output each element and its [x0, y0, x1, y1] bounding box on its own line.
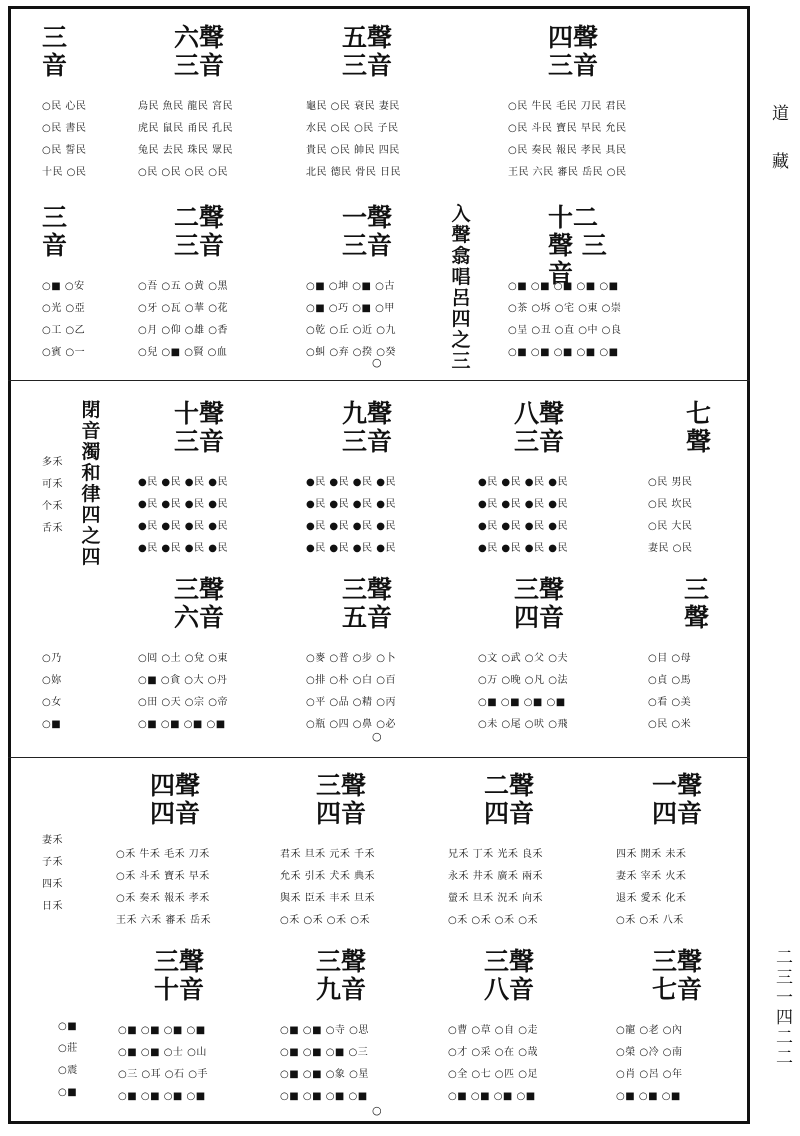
block-header: 九聲 三音 [342, 399, 393, 456]
table-row: ○瓶 ○四 ○鼻 ○必 [306, 719, 396, 730]
table-row: 十民 ○民 [42, 167, 87, 178]
table-row: ○■ ○■ ○■ ○■ [448, 1091, 536, 1102]
panel-divider-1 [8, 380, 750, 381]
table-row: ○全 ○七 ○匹 ○足 [448, 1069, 538, 1080]
table-row: ○曹 ○草 ○自 ○走 [448, 1025, 538, 1036]
block-p1-2 [138, 20, 278, 190]
table-row: ○震 [58, 1065, 78, 1076]
table-row: ○民 奏民 報民 孝民 具民 [508, 145, 627, 156]
block-rows [42, 830, 82, 918]
table-row: 允禾 引禾 犬禾 典禾 [280, 871, 376, 882]
table-row: ○目 ○母 [648, 653, 692, 664]
table-row: 龜民 ○民 衰民 妻民 [306, 101, 400, 112]
table-row: ○文 ○武 ○父 ○夫 [478, 653, 568, 664]
table-row: 王禾 六禾 審禾 岳禾 [116, 915, 212, 926]
block-p2-2 [138, 200, 278, 370]
block-p1-1 [42, 20, 106, 190]
table-row: ○■ ○■ ○■ [616, 1091, 681, 1102]
block-rows [280, 1020, 430, 1108]
block-rows [508, 96, 714, 184]
block-rows [508, 276, 714, 364]
table-row: ○■ ○■ ○■ ○三 [280, 1047, 369, 1058]
block-p6-4 [616, 944, 736, 1114]
table-row: ○茶 ○坼 ○宅 ○東 ○崇 [508, 303, 622, 314]
block-rows [42, 96, 106, 184]
block-rows [306, 648, 446, 736]
table-row: ○月 ○仰 ○雄 ○香 [138, 325, 228, 336]
table-row: ●民 ●民 ●民 ●民 [138, 543, 228, 554]
block-header: 三聲 五音 [342, 575, 393, 632]
table-row: ○排 ○朴 ○白 ○百 [306, 675, 396, 686]
table-row: ○妳 [42, 675, 62, 686]
table-row: ○光 ○亞 [42, 303, 86, 314]
table-row: ●民 ●民 ●民 ●民 [478, 499, 568, 510]
table-row: 妻民 ○民 [648, 543, 693, 554]
block-rows [58, 1016, 98, 1104]
block-rows [42, 648, 106, 736]
table-row: ○虯 ○弃 ○揆 ○癸 [306, 347, 396, 358]
block-rows [478, 648, 618, 736]
panel-divider-2 [8, 757, 750, 758]
block-header: 一聲 三音 [342, 203, 393, 260]
table-row: ○看 ○美 [648, 697, 692, 708]
table-row: ○麥 ○普 ○步 ○卜 [306, 653, 396, 664]
table-row: ○■ ○■ ○象 ○星 [280, 1069, 369, 1080]
table-row: ○■ [58, 1087, 78, 1098]
block-header: 四聲 四音 [150, 771, 201, 828]
block-p3-2 [306, 396, 446, 566]
block-p1-4 [508, 20, 714, 190]
block-header: 七聲 [686, 399, 712, 456]
table-row: ○兒 ○■ ○賢 ○血 [138, 347, 228, 358]
table-row: 烏民 魚民 龍民 宮民 [138, 101, 234, 112]
table-row: ●民 ●民 ●民 ●民 [138, 521, 228, 532]
table-row: 四禾 [42, 879, 63, 890]
block-header: 三聲 八音 [484, 947, 535, 1004]
table-row: ○民 誓民 [42, 145, 87, 156]
block-header: 二聲 三音 [174, 203, 225, 260]
table-row: 兄禾 丁禾 光禾 良禾 [448, 849, 544, 860]
table-row: 北民 德民 骨民 日民 [306, 167, 402, 178]
table-row: 兔民 去民 珠民 眾民 [138, 145, 234, 156]
block-header: 二聲 四音 [484, 771, 535, 828]
table-row: ○禾 ○禾 ○禾 ○禾 [448, 915, 538, 926]
table-row: ○■ ○■ ○■ ○■ ○■ [508, 281, 619, 292]
table-row: ○民 男民 [648, 477, 693, 488]
table-row: ○■ ○■ ○■ ○■ [138, 719, 226, 730]
block-p3-4 [648, 396, 728, 566]
table-row: ○禾 斗禾 寶禾 早禾 [116, 871, 210, 882]
table-row: ○民 坎民 [648, 499, 693, 510]
block-header: 三聲 九音 [316, 947, 367, 1004]
table-row: ○未 ○尾 ○吠 ○飛 [478, 719, 568, 730]
block-rows [306, 96, 446, 184]
block-p4-2 [138, 572, 278, 742]
table-row: ○禾 ○禾 八禾 [616, 915, 684, 926]
table-row: ○乾 ○丘 ○近 ○九 [306, 325, 396, 336]
circle-mark: ○ [372, 730, 382, 743]
block-p3-1 [138, 396, 278, 566]
block-rows [116, 844, 266, 932]
table-row: 貴民 ○民 帥民 四民 [306, 145, 400, 156]
block-rows [138, 648, 278, 736]
table-row: ○才 ○采 ○在 ○哉 [448, 1047, 538, 1058]
table-row: 个禾 [42, 501, 63, 512]
table-row: 子禾 [42, 857, 63, 868]
block-p4-4 [478, 572, 618, 742]
block-rows [448, 1020, 598, 1108]
block-p3-left [42, 452, 82, 552]
block-rows [616, 1020, 736, 1108]
block-rows [478, 472, 618, 560]
table-row: ●民 ●民 ●民 ●民 [306, 543, 396, 554]
block-p5-2 [280, 768, 430, 938]
table-row: ●民 ●民 ●民 ●民 [138, 499, 228, 510]
panel-title: 閉音濁和律四之四 [81, 399, 101, 568]
table-row: ○賓 ○一 [42, 347, 86, 358]
block-rows [648, 648, 728, 736]
block-p2-4 [508, 200, 714, 370]
table-row: ○■ ○安 [42, 281, 85, 292]
table-row: ○吾 ○五 ○黄 ○黑 [138, 281, 228, 292]
table-row: ○民 ○民 ○民 ○民 [138, 167, 228, 178]
table-row: ○榮 ○冷 ○南 [616, 1047, 683, 1058]
block-p6-1 [118, 944, 268, 1114]
block-header: 三音 [42, 203, 68, 260]
block-p6-left [58, 1016, 98, 1116]
table-row: ○■ ○■ ○■ ○■ [280, 1091, 368, 1102]
table-row: ○■ ○貪 ○大 ○丹 [138, 675, 228, 686]
block-rows [616, 844, 736, 932]
table-row: ●民 ●民 ●民 ●民 [306, 499, 396, 510]
block-rows [448, 844, 598, 932]
table-row: ●民 ●民 ●民 ●民 [306, 477, 396, 488]
table-row: ○民 心民 [42, 101, 87, 112]
table-row: ○禾 ○禾 ○禾 ○禾 [280, 915, 370, 926]
table-row: ○莊 [58, 1043, 78, 1054]
table-row: ○平 ○品 ○精 ○丙 [306, 697, 396, 708]
table-row: 虎民 鼠民 甬民 孔民 [138, 123, 234, 134]
table-row: ○呈 ○丑 ○直 ○中 ○良 [508, 325, 622, 336]
table-row: 可禾 [42, 479, 63, 490]
table-row: ○民 大民 [648, 521, 693, 532]
block-header: 十聲 三音 [174, 399, 225, 456]
block-p5-3 [448, 768, 598, 938]
table-row: ●民 ●民 ●民 ●民 [478, 477, 568, 488]
block-rows [138, 96, 278, 184]
table-row: 妻禾 [42, 835, 63, 846]
table-row: ○田 ○天 ○宗 ○帝 [138, 697, 228, 708]
table-row: ○■ ○■ ○■ ○■ [478, 697, 566, 708]
table-row: 永禾 井禾 廣禾 兩禾 [448, 871, 544, 882]
block-rows [138, 472, 278, 560]
table-row: ○民 書民 [42, 123, 87, 134]
block-p4-1 [42, 572, 106, 742]
table-row: 螢禾 旦禾 況禾 向禾 [448, 893, 544, 904]
block-p4-3 [306, 572, 446, 742]
block-header: 五聲 三音 [342, 23, 393, 80]
table-row: ○■ [42, 719, 62, 730]
block-header: 三聲 十音 [154, 947, 205, 1004]
table-row: ○■ ○■ ○■ ○■ ○■ [508, 347, 619, 358]
block-header: 三聲 四音 [316, 771, 367, 828]
block-p6-3 [448, 944, 598, 1114]
block-rows [280, 844, 430, 932]
table-row: 君禾 旦禾 元禾 千禾 [280, 849, 376, 860]
block-p2-3 [306, 200, 446, 370]
block-header: 三聲 六音 [174, 575, 225, 632]
block-rows [138, 276, 278, 364]
table-row: ○民 ○米 [648, 719, 692, 730]
table-row: 妻禾 宰禾 火禾 [616, 871, 687, 882]
table-row: ○貞 ○馬 [648, 675, 692, 686]
table-row: 多禾 [42, 457, 63, 468]
page-number: 二三一四二二 [776, 948, 793, 1068]
block-header: 三聲 四音 [514, 575, 565, 632]
table-row: 退禾 愛禾 化禾 [616, 893, 687, 904]
table-row: ○民 斗民 寶民 早民 允民 [508, 123, 627, 134]
circle-mark: ○ [372, 356, 382, 369]
table-row: ○■ ○■ ○寺 ○思 [280, 1025, 369, 1036]
table-row: ○■ ○■ ○■ ○■ [118, 1025, 206, 1036]
table-row: ●民 ●民 ●民 ●民 [138, 477, 228, 488]
table-row: ●民 ●民 ●民 ●民 [478, 543, 568, 554]
block-p4-5 [648, 572, 728, 742]
table-row: ○囘 ○土 ○兌 ○東 [138, 653, 228, 664]
block-header: 三音 [42, 23, 68, 80]
block-header: 一聲 四音 [652, 771, 703, 828]
table-row: 與禾 臣禾 丰禾 旦禾 [280, 893, 376, 904]
table-row: ○■ ○巧 ○■ ○甲 [306, 303, 395, 314]
table-row: 日禾 [42, 901, 63, 912]
block-rows [306, 276, 446, 364]
table-row: ●民 ●民 ●民 ●民 [478, 521, 568, 532]
table-row: ○■ ○■ ○士 ○山 [118, 1047, 207, 1058]
table-row: 舌禾 [42, 523, 63, 534]
table-row: ○工 ○乙 [42, 325, 86, 336]
table-row: ○寵 ○老 ○內 [616, 1025, 683, 1036]
panel-title: 入聲翕唱呂四之三 [451, 203, 471, 372]
block-p1-3 [306, 20, 446, 190]
block-header: 四聲 三音 [548, 23, 599, 80]
table-row: ○万 ○晚 ○凡 ○法 [478, 675, 568, 686]
block-p5-1 [116, 768, 266, 938]
table-row: ○禾 奏禾 報禾 孝禾 [116, 893, 210, 904]
table-row: ○三 ○耳 ○石 ○手 [118, 1069, 208, 1080]
table-row: 水民 ○民 ○民 子民 [306, 123, 399, 134]
table-row: ○民 牛民 毛民 刀民 君民 [508, 101, 627, 112]
table-row: ○乃 [42, 653, 62, 664]
table-row: ●民 ●民 ●民 ●民 [306, 521, 396, 532]
table-row: ○■ [58, 1021, 78, 1032]
block-p3-3 [478, 396, 618, 566]
block-p5-left [42, 830, 82, 930]
block-header: 三聲 七音 [652, 947, 703, 1004]
table-row: 四禾 開禾 未禾 [616, 849, 687, 860]
block-rows [42, 452, 82, 540]
block-rows [306, 472, 446, 560]
table-row: 王民 六民 審民 岳民 ○民 [508, 167, 627, 178]
circle-mark: ○ [372, 1104, 382, 1117]
table-row: ○禾 牛禾 毛禾 刀禾 [116, 849, 210, 860]
table-row: ○女 [42, 697, 62, 708]
block-header: 六聲 三音 [174, 23, 225, 80]
table-row: ○牙 ○瓦 ○華 ○花 [138, 303, 228, 314]
block-p2-1 [42, 200, 106, 370]
block-p6-2 [280, 944, 430, 1114]
table-row: ○■ ○坤 ○■ ○古 [306, 281, 395, 292]
table-row: ○肖 ○呂 ○年 [616, 1069, 683, 1080]
block-header: 八聲 三音 [514, 399, 565, 456]
book-title: 道藏 [772, 104, 789, 172]
block-rows [648, 472, 728, 560]
block-header: 十二聲 三音 [548, 203, 607, 288]
block-rows [42, 276, 106, 364]
block-rows [118, 1020, 268, 1108]
block-header: 三聲 [684, 575, 710, 632]
block-p5-4 [616, 768, 736, 938]
table-row: ○■ ○■ ○■ ○■ [118, 1091, 206, 1102]
